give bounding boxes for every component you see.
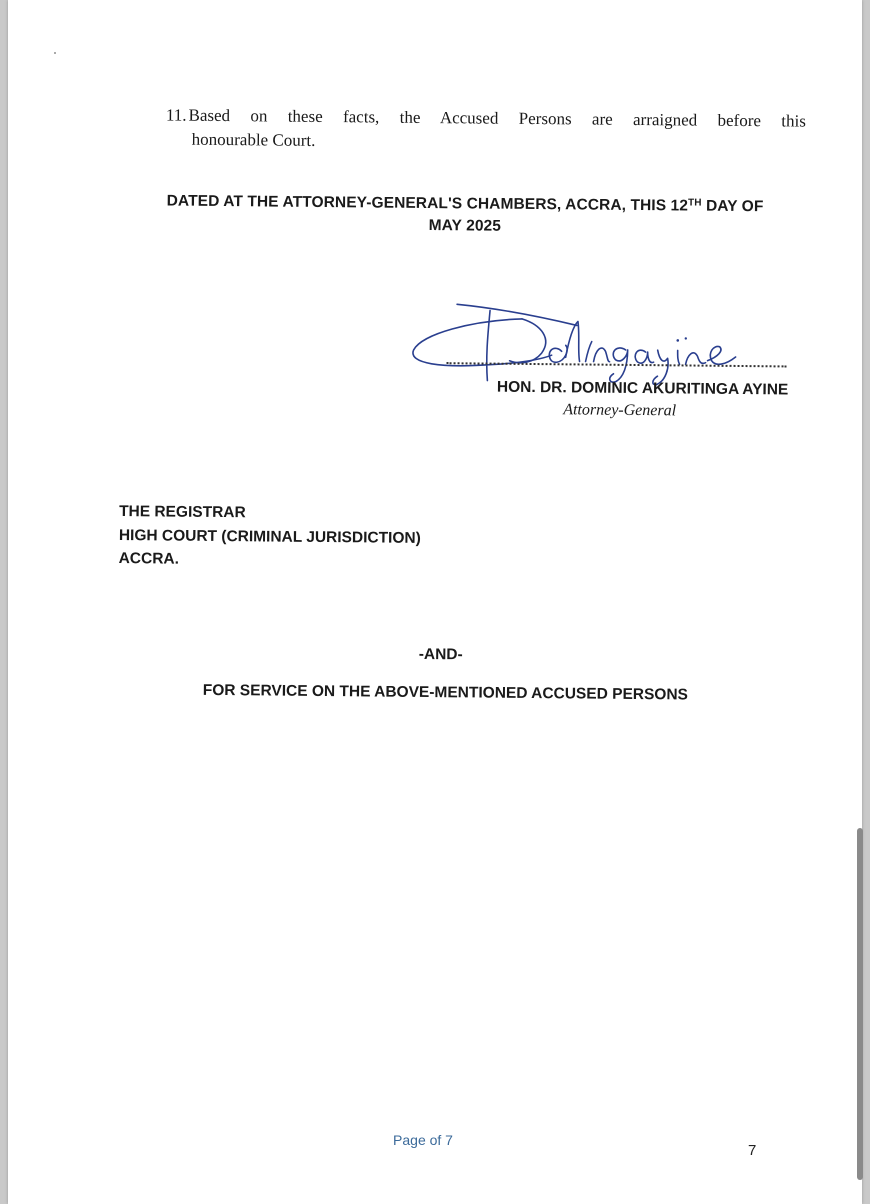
service-notice: FOR SERVICE ON THE ABOVE-MENTIONED ACCUSED PERSONS xyxy=(202,681,689,704)
addressee-line2: HIGH COURT (CRIMINAL JURISDICTION) xyxy=(118,527,421,547)
dated-statement xyxy=(130,187,800,240)
signatory-title: Attorney-General xyxy=(563,401,677,420)
dated-line2: MAY 2025 xyxy=(428,216,502,235)
dated-line1-prefix: DATED AT THE ATTORNEY-GENERAL'S CHAMBERS, ACCRA, THIS 12 xyxy=(166,192,689,215)
page-label: Page of 7 xyxy=(393,1132,453,1148)
and-separator: -AND- xyxy=(418,645,463,664)
signatory-name: HON. DR. DOMINIC AKURITINGA AYINE xyxy=(496,378,789,399)
addressee-line1: THE REGISTRAR xyxy=(119,503,246,522)
document-page xyxy=(8,0,862,1204)
dated-ordinal-suffix: TH xyxy=(688,197,702,209)
vertical-scrollbar[interactable] xyxy=(857,828,863,1180)
page-content xyxy=(8,0,862,1204)
page-number: 7 xyxy=(748,1142,757,1159)
paragraph-number: 11. xyxy=(165,105,187,125)
paragraph-text-line1: Based on these facts, the Accused Persons are arraigned before this xyxy=(188,105,806,131)
dated-line1-suffix: DAY OF xyxy=(701,197,764,216)
paragraph-text-line2: honourable Court. xyxy=(191,129,316,150)
addressee-line3: ACCRA. xyxy=(118,550,180,568)
